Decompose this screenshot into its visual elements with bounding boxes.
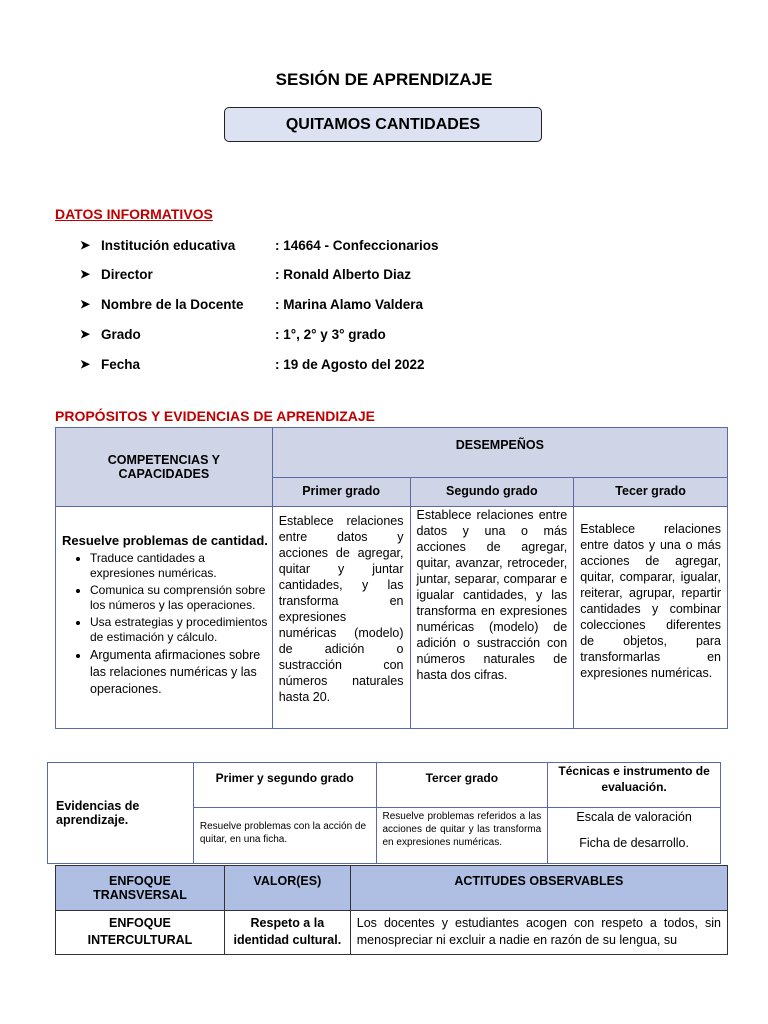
- arrow-bullet-icon: ➤: [80, 238, 91, 252]
- info-value: : Marina Alamo Valdera: [275, 296, 424, 312]
- evidencias-table: [47, 762, 721, 864]
- desempeno-segundo: Establece relaciones entre datos y una o más acciones de agregar, quitar, avanzar, retroceder, juntar, separar, comparar e igualar cantidades, y las transforma en expresiones numéricas (modelo) de adición o sustracción con números naturales de hasta dos cifras.: [410, 507, 574, 729]
- info-value: : 14664 - Confeccionarios: [275, 237, 439, 253]
- info-label: Nombre de la Docente: [101, 296, 244, 312]
- tecnica-2: Ficha de desarrollo.: [579, 836, 689, 850]
- grade-header-1: Primer grado: [272, 478, 410, 507]
- competencias-header: COMPETENCIAS Y CAPACIDADES: [56, 428, 273, 507]
- info-label: Institución educativa: [101, 237, 236, 253]
- info-label: Grado: [101, 326, 141, 342]
- document-title: SESIÓN DE APRENDIZAJE: [275, 70, 493, 89]
- evidencias-header-2: Tercer grado: [376, 763, 548, 808]
- info-value: : 1°, 2° y 3° grado: [275, 326, 386, 342]
- arrow-bullet-icon: ➤: [80, 297, 91, 311]
- info-row-fecha: [80, 355, 425, 373]
- tecnicas-cell: [548, 808, 721, 864]
- capacidad-item: • Usa estrategias y procedimientos de estimación y cálculo.: [90, 615, 272, 645]
- evidencia-primer-segundo: Resuelve problemas con la acción de quitar, en una ficha.: [193, 808, 376, 864]
- info-value: : 19 de Agosto del 2022: [275, 356, 425, 372]
- enfoque-intercultural: ENFOQUE INTERCULTURAL: [56, 911, 225, 955]
- evidencias-header-1: Primer y segundo grado: [193, 763, 376, 808]
- valor-cell: Respeto a la identidad cultural.: [224, 911, 350, 955]
- info-row-grado: [80, 325, 386, 343]
- grade-header-3: Tecer grado: [574, 478, 728, 507]
- info-row-director: [80, 265, 411, 283]
- competencia-title: Resuelve problemas de cantidad.: [62, 533, 268, 548]
- enfoque-table: [55, 865, 728, 955]
- session-title: QUITAMOS CANTIDADES: [285, 115, 481, 133]
- competencia-cell: [56, 507, 273, 729]
- capacidad-item: • Traduce cantidades a expresiones numéricas.: [90, 551, 272, 581]
- propositos-table: [55, 427, 728, 729]
- desempeno-primer: Establece relaciones entre datos y acciones de agregar, quitar y juntar cantidades, y las transforma en expresiones numéricas (modelo) de adición o sustracción con números naturales hasta 20.: [272, 507, 410, 729]
- arrow-bullet-icon: ➤: [80, 357, 91, 371]
- desempenos-header: DESEMPEÑOS: [272, 428, 727, 478]
- valor-text: Respeto a la identidad cultural: [233, 916, 338, 947]
- desempeno-tercer: Establece relaciones entre datos y una o más acciones de agregar, quitar, comparar, igualar, reiterar, agrupar, repartir cantidades y combinar colecciones diferentes de objetos, para transformarlas en expresiones numéricas.: [574, 507, 728, 729]
- arrow-bullet-icon: ➤: [80, 267, 91, 281]
- actitud-cell: Los docentes y estudiantes acogen con respeto a todos, sin menospreciar ni excluir a nadie en razón de su lengua, su: [350, 911, 727, 955]
- capacidades-list: [56, 551, 272, 698]
- info-value: : Ronald Alberto Diaz: [275, 266, 412, 282]
- valores-header: VALOR(ES): [224, 866, 350, 911]
- session-title-box: [224, 107, 542, 142]
- grade-header-2: Segundo grado: [410, 478, 574, 507]
- arrow-bullet-icon: ➤: [80, 327, 91, 341]
- datos-heading: DATOS INFORMATIVOS: [55, 206, 213, 222]
- enfoque-header: ENFOQUE TRANSVERSAL: [56, 866, 225, 911]
- capacidad-item: • Argumenta afirmaciones sobre las relaciones numéricas y las operaciones.: [90, 647, 272, 698]
- capacidad-item: • Comunica su comprensión sobre los números y las operaciones.: [90, 583, 272, 613]
- info-label: Fecha: [101, 356, 141, 372]
- info-row-docente: [80, 295, 423, 313]
- info-label: Director: [101, 266, 153, 282]
- propositos-heading: PROPÓSITOS Y EVIDENCIAS DE APRENDIZAJE: [55, 408, 376, 424]
- evidencia-tercer: Resuelve problemas referidos a las acciones de quitar y las transforma en expresiones numéricas.: [376, 808, 548, 864]
- tecnica-1: Escala de valoración: [576, 810, 692, 824]
- evidencias-label: Evidencias de aprendizaje.: [48, 763, 194, 864]
- info-row-institucion: [80, 236, 439, 254]
- actitudes-header: ACTITUDES OBSERVABLES: [350, 866, 727, 911]
- evidencias-header-3: Técnicas e instrumento de evaluación.: [548, 763, 721, 808]
